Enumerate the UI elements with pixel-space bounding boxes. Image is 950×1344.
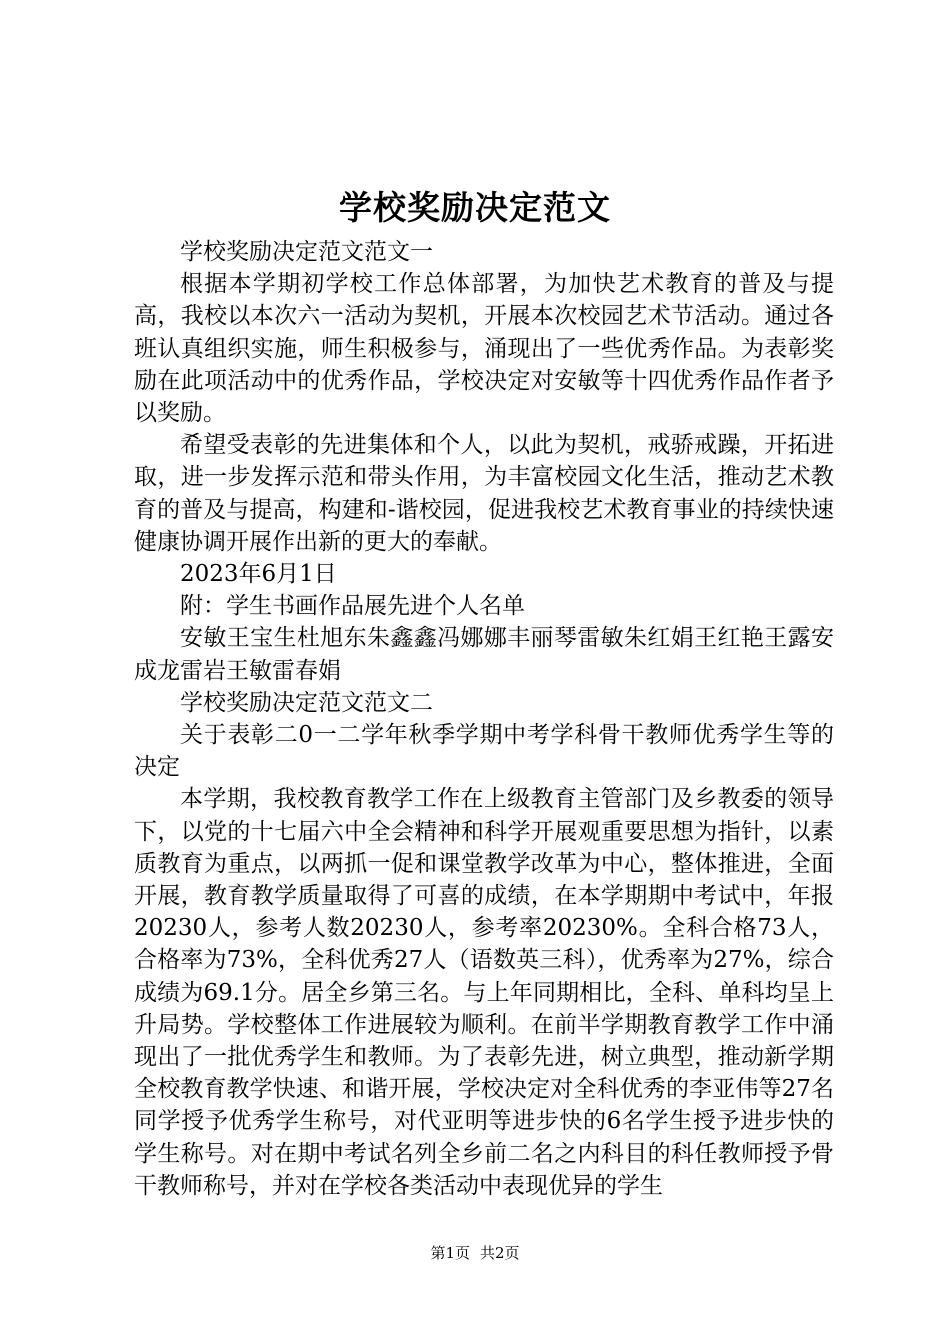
page-footer	[0, 1243, 950, 1263]
page-number: 第1页	[430, 1244, 470, 1262]
paragraph-decision-title: 关于表彰二0一二学年秋季学期中考学科骨干教师优秀学生等的决定	[134, 722, 834, 781]
paragraph-hope: 希望受表彰的先进集体和个人，以此为契机，戒骄戒躁，开拓进取，进一步发挥示范和带头作用，为丰富校园文化生活，推动艺术教育的普及与提高，构建和-谐校园，促进我校艺术教育事业的持续快速健康协调开展作出新的更大的奉献。	[134, 432, 834, 555]
document-body	[134, 236, 834, 1202]
paragraph-semester-report: 本学期，我校教育教学工作在上级教育主管部门及乡教委的领导下，以党的十七届六中全会精神和科学开展观重要思想为指针，以素质教育为重点，以两抓一促和课堂教学改革为中心，整体推进，全面开展，教育教学质量取得了可喜的成绩，在本学期期中考试中，年报20230人，参考人数20230人，参考率20230%。全科合格73人，合格率为73%，全科优秀27人（语数英三科），优秀率为27%，综合成绩为69.1分。居全乡第三名。与上年同期相比，全科、单科均呈上升局势。学校整体工作进展较为顺利。在前半学期教育教学工作中涌现出了一批优秀学生和教师。为了表彰先进，树立典型，推动新学期全校教育教学快速、和谐开展，学校决定对全科优秀的李亚伟等27名同学授予优秀学生称号，对代亚明等进步快的6名学生授予进步快的学生称号。对在期中考试名列全乡前二名之内科目的科任教师授予骨干教师称号，并对在学校各类活动中表现优异的学生	[134, 786, 834, 1199]
paragraph-intro: 根据本学期初学校工作总体部署，为加快艺术教育的普及与提高，我校以本次六一活动为契机，开展本次校园艺术节活动。通过各班认真组织实施，师生积极参与，涌现出了一些优秀作品。为表彰奖励在此项活动中的优秀作品，学校决定对安敏等十四优秀作品作者予以奖励。	[134, 271, 834, 427]
paragraph-date: 2023年6月1日	[180, 561, 337, 588]
document-title: 学校奖励决定范文	[339, 188, 611, 227]
paragraph-name-list: 安敏王宝生杜旭东朱鑫鑫冯娜娜丰丽琴雷敏朱红娟王红艳王露安成龙雷岩王敏雷春娟	[134, 625, 834, 684]
paragraph-attachment: 附：学生书画作品展先进个人名单	[180, 593, 525, 620]
paragraph-section-heading-2: 学校奖励决定范文范文二	[180, 689, 433, 716]
page-total: 共2页	[480, 1244, 520, 1262]
paragraph-section-heading-1: 学校奖励决定范文范文一	[180, 239, 433, 265]
